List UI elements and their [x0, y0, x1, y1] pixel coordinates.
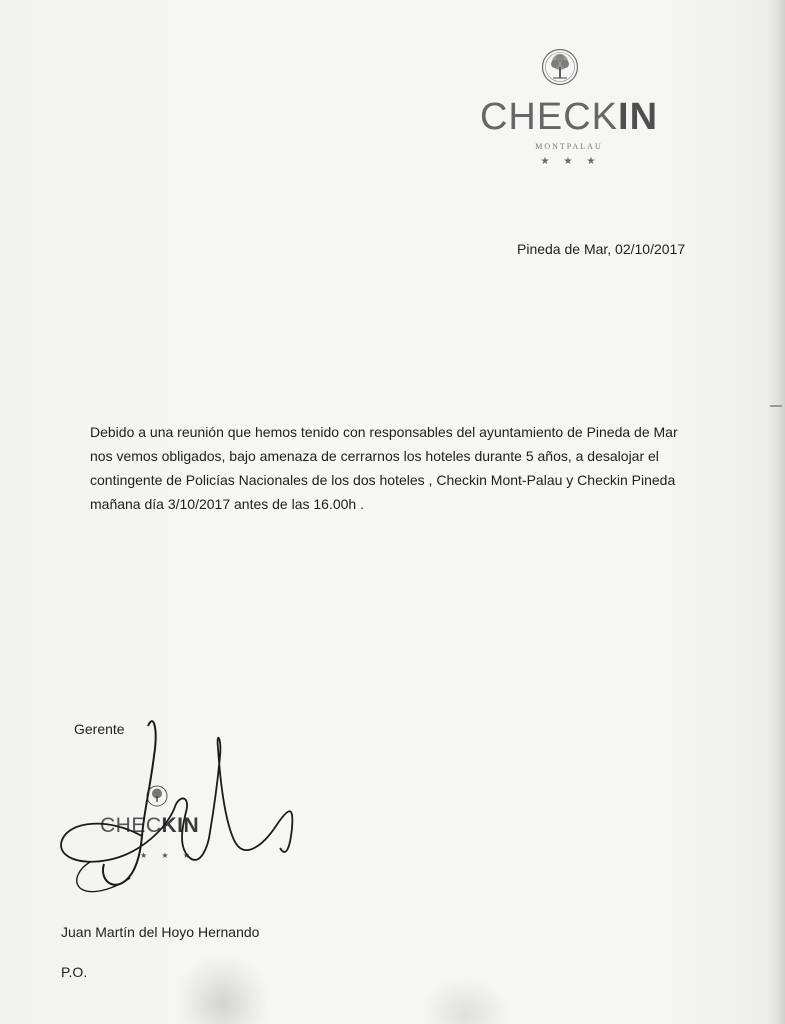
letter-date: Pineda de Mar, 02/10/2017: [517, 241, 686, 257]
po-abbreviation: P.O.: [61, 964, 88, 980]
brand-stars: ★★★: [540, 156, 610, 167]
stamp-stars: ★ ★ ★: [140, 851, 196, 860]
body-line: mañana día 3/10/2017 antes de las 16.00h .: [90, 496, 364, 512]
scan-smudge: [178, 955, 268, 1024]
handwritten-signature: [50, 708, 320, 898]
letterhead-logo: [462, 48, 676, 178]
body-line: Debido a una reunión que hemos tenido con responsables del ayuntamiento de Pineda de Mar: [90, 424, 678, 440]
brand-subtitle: MONTPALAU: [535, 142, 603, 151]
signer-name: Juan Martín del Hoyo Hernando: [61, 924, 260, 940]
brand-light-part: CHECK: [479, 96, 619, 138]
tree-emblem-icon: [541, 48, 579, 86]
page-edge-shadow: [767, 0, 785, 1024]
brand-wordmark: [462, 96, 676, 139]
edge-mark: [770, 405, 782, 407]
stamp-light-part: CHEC: [100, 814, 162, 837]
body-line: contingente de Policías Nacionales de los dos hoteles , Checkin Mont-Palau y Checkin Pineda: [90, 472, 676, 488]
stamp-bold-part: KIN: [161, 814, 200, 837]
scan-smudge: [420, 975, 510, 1024]
body-line: nos vemos obligados, bajo amenaza de cerrarnos los hoteles durante 5 años, a desalojar el: [90, 448, 659, 464]
brand-bold-part: IN: [618, 96, 659, 138]
letter-body: [90, 420, 710, 516]
closing-role: Gerente: [74, 721, 125, 737]
